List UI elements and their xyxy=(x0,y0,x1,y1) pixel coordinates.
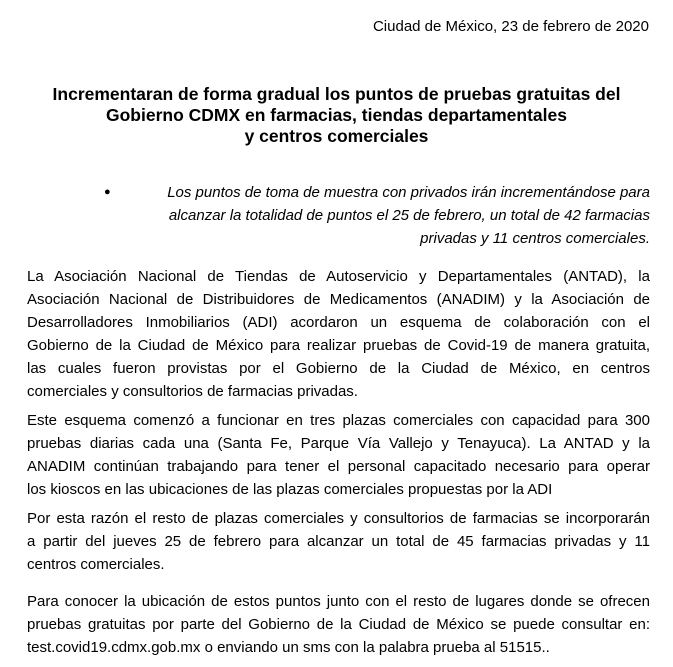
paragraph-line: pruebas gratuitas por parte del Gobierno de la Ciudad de México se puede consultar en: xyxy=(27,616,650,633)
paragraph-line: test.covid19.cdmx.gob.mx o enviando un sms con la palabra prueba al 51515.. xyxy=(27,639,550,656)
paragraph-line: ANADIM continúan trabajando para tener el personal capacitado necesario para operar xyxy=(27,458,650,475)
paragraph-line: los kioscos en las ubicaciones de las plazas comerciales propuestas por la ADI xyxy=(27,481,553,498)
paragraph-collaboration xyxy=(27,265,650,403)
paragraph-line: pruebas diarias cada una (Santa Fe, Parque Vía Vallejo y Tenayuca). La ANTAD y la xyxy=(27,435,650,452)
title-line: Gobierno CDMX en farmacias, tiendas departamentales xyxy=(106,105,567,125)
document-title xyxy=(20,84,653,147)
paragraph-line: Por esta razón el resto de plazas comerciales y consultorios de farmacias se incorporarán xyxy=(27,510,650,527)
paragraph-line: Asociación Nacional de Distribuidores de Medicamentos (ANADIM) y la Asociación de xyxy=(27,291,650,308)
bullet-text xyxy=(134,181,650,250)
paragraph-line: La Asociación Nacional de Tiendas de Autoservicio y Departamentales (ANTAD), la xyxy=(27,268,650,285)
bullet-line: alcanzar la totalidad de puntos el 25 de febrero, un total de 42 farmacias xyxy=(168,207,650,224)
paragraph-line: las cuales fueron provistas por el Gobierno de la Ciudad de México, en centros xyxy=(27,360,650,377)
document-date: Ciudad de México, 23 de febrero de 2020 xyxy=(372,18,649,35)
paragraph-line: Este esquema comenzó a funcionar en tres plazas comerciales con capacidad para 300 xyxy=(27,412,650,429)
paragraph-line: Desarrolladores Inmobiliarios (ADI) acordaron un esquema de colaboración con el xyxy=(27,314,650,331)
paragraph-scheme xyxy=(27,409,650,501)
title-line: Incrementaran de forma gradual los puntos de pruebas gratuitas del xyxy=(52,84,621,104)
highlight-bullet xyxy=(104,181,650,250)
paragraph-line: centros comerciales. xyxy=(27,556,165,573)
paragraph-expansion xyxy=(27,507,650,576)
title-line: y centros comerciales xyxy=(244,126,429,146)
paragraph-contact xyxy=(27,590,650,659)
bullet-icon: ● xyxy=(104,186,111,198)
paragraph-line: a partir del jueves 25 de febrero para alcanzar un total de 45 farmacias privadas y 11 xyxy=(27,533,650,550)
bullet-line: Los puntos de toma de muestra con privados irán incrementándose para xyxy=(167,184,650,201)
bullet-line: privadas y 11 centros comerciales. xyxy=(420,230,650,247)
paragraph-line: comerciales y consultorios de farmacias privadas. xyxy=(27,383,358,400)
paragraph-line: Gobierno de la Ciudad de México para realizar pruebas de Covid-19 de manera gratuita, xyxy=(27,337,650,354)
paragraph-line: Para conocer la ubicación de estos puntos junto con el resto de lugares donde se ofrecen xyxy=(27,593,650,610)
